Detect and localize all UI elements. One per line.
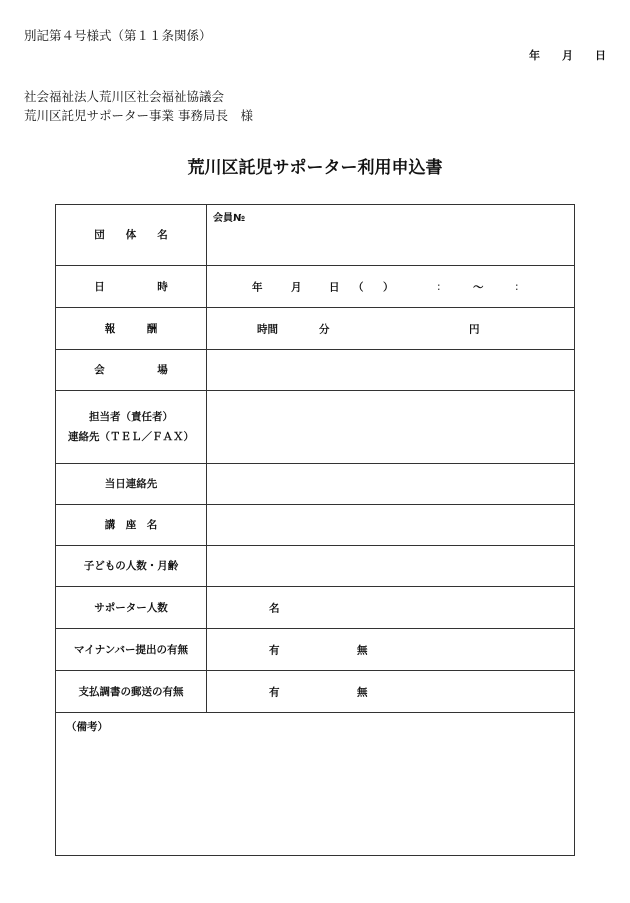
date-month: 月: [562, 49, 573, 62]
label-children: 子どもの人数・月齢: [56, 546, 207, 587]
datetime-month: 月: [291, 281, 302, 293]
field-course[interactable]: [207, 505, 575, 546]
fee-minutes: 分: [319, 323, 330, 335]
label-supporters: サポーター人数: [56, 587, 207, 629]
date-line: [511, 47, 606, 63]
field-group-name[interactable]: [207, 205, 575, 266]
label-datetime: 日 時: [56, 266, 207, 308]
row-datetime: [56, 266, 575, 308]
fee-hours: 時間: [257, 323, 278, 335]
row-children: [56, 546, 575, 587]
label-fee: 報 酬: [56, 308, 207, 350]
application-form-table: [55, 204, 575, 856]
field-payment-mail[interactable]: [207, 671, 575, 713]
supporters-unit: 名: [269, 602, 280, 614]
label-course: 講 座 名: [56, 505, 207, 546]
row-contact: [56, 391, 575, 464]
payment-mail-yes[interactable]: 有: [269, 686, 280, 698]
row-same-day-contact: [56, 464, 575, 505]
mynumber-no[interactable]: 無: [357, 644, 368, 656]
form-id: 別記第４号様式（第１１条関係）: [24, 28, 212, 43]
row-payment-mail: [56, 671, 575, 713]
field-fee[interactable]: [207, 308, 575, 350]
notes-label: （備考）: [66, 721, 108, 733]
label-contact: [56, 391, 207, 464]
label-contact-tel-fax: 連絡先（ＴＥＬ／ＦＡＸ）: [68, 431, 194, 443]
payment-mail-no[interactable]: 無: [357, 686, 368, 698]
field-notes[interactable]: [56, 713, 575, 856]
label-group-name: 団 体 名: [56, 205, 207, 266]
datetime-paren-open: （: [353, 281, 364, 293]
address-line-2: 荒川区託児サポーター事業 事務局長 様: [24, 108, 253, 123]
field-supporters[interactable]: [207, 587, 575, 629]
address-line-1: 社会福祉法人荒川区社会福祉協議会: [24, 89, 225, 104]
label-venue: 会 場: [56, 350, 207, 391]
row-notes: [56, 713, 575, 856]
date-day: 日: [595, 49, 606, 62]
datetime-colon-end: :: [515, 280, 519, 293]
row-mynumber: [56, 629, 575, 671]
field-children[interactable]: [207, 546, 575, 587]
datetime-tilde: 〜: [473, 281, 484, 293]
datetime-paren-close: ）: [383, 281, 394, 293]
field-venue[interactable]: [207, 350, 575, 391]
field-datetime[interactable]: [207, 266, 575, 308]
document-title: 荒川区託児サポーター利用申込書: [187, 158, 443, 178]
row-group-name: [56, 205, 575, 266]
row-course: [56, 505, 575, 546]
row-supporters: [56, 587, 575, 629]
label-contact-person: 担当者（責任者）: [89, 411, 173, 423]
label-same-day-contact: 当日連絡先: [56, 464, 207, 505]
label-mynumber: マイナンバー提出の有無: [56, 629, 207, 671]
mynumber-yes[interactable]: 有: [269, 644, 280, 656]
datetime-colon-start: :: [437, 280, 441, 293]
field-same-day-contact[interactable]: [207, 464, 575, 505]
row-fee: [56, 308, 575, 350]
label-payment-mail: 支払調書の郵送の有無: [56, 671, 207, 713]
datetime-year: 年: [252, 281, 263, 293]
row-venue: [56, 350, 575, 391]
field-contact[interactable]: [207, 391, 575, 464]
field-mynumber[interactable]: [207, 629, 575, 671]
fee-yen: 円: [469, 323, 480, 335]
date-year: 年: [529, 49, 540, 62]
member-no-label: 会員№: [213, 213, 246, 224]
datetime-day: 日: [329, 281, 340, 293]
